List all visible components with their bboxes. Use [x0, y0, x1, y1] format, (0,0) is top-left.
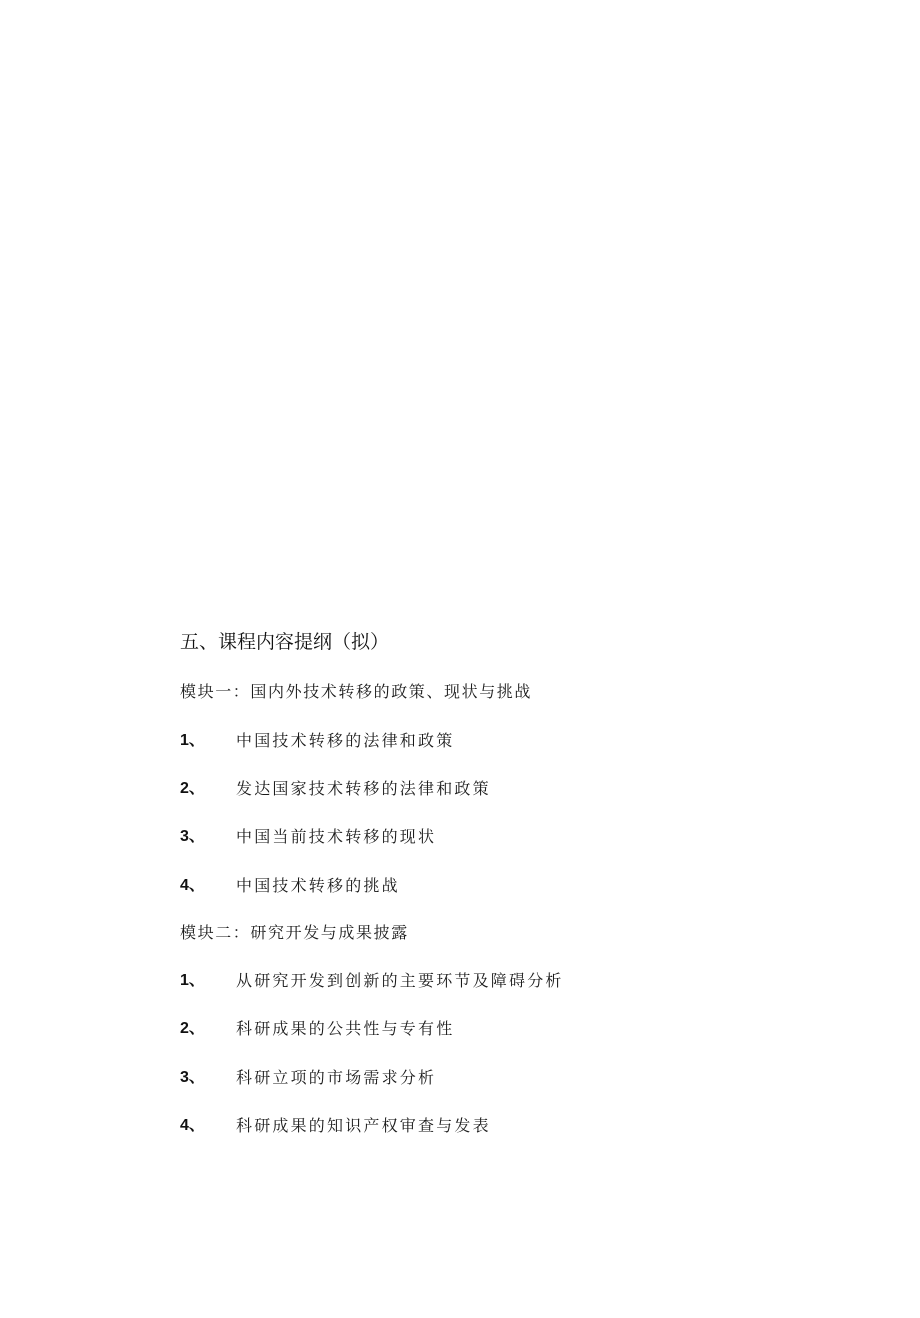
- section-heading: 五、课程内容提纲（拟）: [180, 631, 390, 653]
- item-number: 4、: [180, 877, 205, 894]
- item-text: 中国技术转移的挑战: [236, 876, 400, 895]
- item-number: 3、: [180, 1069, 205, 1086]
- item-number: 1、: [180, 732, 205, 749]
- item-text: 科研成果的知识产权审查与发表: [236, 1116, 491, 1135]
- module-title: 模块一：国内外技术转移的政策、现状与挑战: [180, 682, 533, 701]
- item-number: 1、: [180, 972, 205, 989]
- item-text: 中国当前技术转移的现状: [236, 827, 437, 846]
- item-text: 从研究开发到创新的主要环节及障碍分析: [236, 971, 564, 990]
- item-text: 中国技术转移的法律和政策: [236, 731, 455, 750]
- item-text: 发达国家技术转移的法律和政策: [236, 779, 491, 798]
- item-text: 科研成果的公共性与专有性: [236, 1019, 455, 1038]
- item-number: 2、: [180, 1020, 205, 1037]
- item-number: 4、: [180, 1117, 205, 1134]
- item-text: 科研立项的市场需求分析: [236, 1068, 437, 1087]
- item-number: 3、: [180, 828, 205, 845]
- module-title: 模块二：研究开发与成果披露: [180, 923, 409, 942]
- item-number: 2、: [180, 780, 205, 797]
